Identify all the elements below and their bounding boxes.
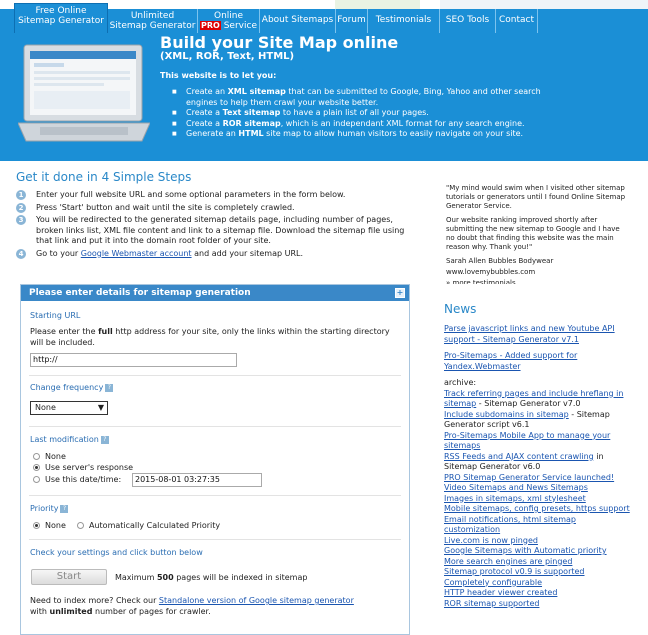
max-pages-text [115,572,307,583]
tab-label: About Sitemaps [261,15,334,25]
max-num: 500 [156,573,174,582]
lastmod-none-radio[interactable] [33,452,66,462]
header-strip [440,0,648,9]
news-item [444,351,634,372]
archive-item [444,557,634,568]
archive-link[interactable]: Live.com is now pinged [444,535,538,545]
step-pre: Go to your [36,248,81,258]
lastmod-datetime-radio[interactable] [33,475,121,485]
more-testimonials-link[interactable]: » more testimonials [446,279,516,284]
top-navigation [0,0,648,33]
archive-link[interactable]: Pro-Sitemaps Mobile App to manage your sitemaps [444,430,611,450]
archive-item [444,494,634,505]
archive-item [444,536,634,547]
archive-link[interactable]: HTTP header viewer created [444,588,558,597]
divider [29,426,401,427]
form-header [21,285,409,301]
more-pre: Need to index more? Check our [30,596,159,605]
archive-post: - Sitemap Generator v7.0 [476,399,581,408]
step-number: 4 [16,249,26,259]
divider [29,539,401,540]
news-link[interactable]: Pro-Sitemaps - Added support for Yandex.Webmaster [444,351,578,371]
starting-url-section [30,311,400,348]
news-list [444,324,634,609]
banner-intro: This website is to let you: [160,71,277,80]
banner-feature [172,129,542,140]
banner-feature [172,108,542,119]
laptop-illustration [18,43,150,151]
priority-label: Priority [30,504,59,513]
archive-link[interactable]: Video Sitemaps and News Sitemaps [444,483,588,492]
archive-item [444,504,634,515]
more-post: number of pages for crawler. [92,607,211,616]
divider [29,375,401,376]
more-pages-text [30,595,400,617]
priority-title [30,504,400,513]
step-item [14,190,414,201]
radio-label: Use this date/time: [45,475,122,484]
feature-pre: Generate an [186,129,239,138]
news-item [444,324,634,345]
tab-testimonials[interactable] [368,9,440,33]
change-frequency-label: Change frequency [30,383,104,392]
archive-link[interactable]: More search engines are pinged [444,556,573,566]
feature-pre: Create a [186,108,223,117]
help-post: http address for your site, only the links within the starting directory will be included. [30,327,390,347]
feature-bold: ROR sitemap [222,118,281,128]
datetime-input[interactable]: 2015-08-01 03:27:35 [132,473,262,487]
feature-post: , which is an independant XML format for any search engine. [280,118,525,128]
help-pre: Please enter the [30,327,99,336]
radio-circle [33,476,40,483]
google-webmaster-link[interactable]: Google Webmaster account [80,248,192,258]
archive-link[interactable]: RSS Feeds and AJAX content crawling [444,451,594,461]
banner-title: Build your Site Map online [160,33,399,52]
tab-online-pro-service[interactable] [198,9,260,33]
archive-link[interactable]: Images in sitemaps, xml stylesheet [444,493,586,503]
select-value: None [35,403,56,412]
check-settings-section [30,548,400,557]
tab-line1: Unlimited [130,11,175,21]
tab-line2: Sitemap Generator [18,16,104,26]
archive-item [444,599,634,610]
archive-link[interactable]: Include subdomains in sitemap [444,409,569,419]
header-ad-strip [335,0,420,9]
feature-pre: Create a [186,118,223,128]
archive-item [444,578,634,589]
feature-bold: HTML [238,129,264,138]
starting-url-help [30,326,400,348]
priority-auto-radio[interactable] [77,521,220,531]
step-text: Enter your full website URL and some optional parameters in the form below. [36,190,346,199]
more-bold: unlimited [49,607,93,616]
help-icon[interactable]: ? [60,505,68,513]
tab-seo-tools[interactable] [440,9,496,33]
step-number: 3 [16,215,26,225]
archive-link[interactable]: Email notifications, html sitemap customization [444,514,576,534]
steps-section [14,170,414,261]
testimonial [446,184,626,284]
archive-item [444,452,634,473]
archive-item [444,389,634,410]
feature-pre: Create an [186,87,228,96]
help-bold: full [98,327,113,336]
news-link[interactable]: Parse javascript links and new Youtube API support - Sitemap Generator v7.1 [444,324,615,344]
pro-badge: PRO [201,21,220,30]
radio-circle [33,464,40,471]
tab-unlimited-generator[interactable] [108,9,198,33]
banner-feature [172,119,542,130]
archive-item [444,431,634,452]
archive-link[interactable]: Completely configurable [444,577,543,587]
help-icon[interactable]: ? [105,384,113,392]
feature-post: site map to allow human visitors to easily navigate on your site. [263,129,524,138]
testimonial-author: Sarah Allen Bubbles Bodywear [446,257,554,265]
archive-post: - Sitemap Generator script v6.1 [444,409,610,429]
form-header-title: Please enter details for sitemap generation [29,288,251,298]
tab-line2: Service [223,21,257,31]
radio-circle [77,522,84,529]
archive-item [444,567,634,578]
archive-item [444,473,634,484]
step-post: and add your sitemap URL. [191,248,304,258]
change-frequency-title [30,383,400,392]
archive-item [444,410,634,431]
help-icon[interactable]: ? [101,436,109,444]
tab-label: SEO Tools [445,15,490,25]
radio-label: Use server's response [45,463,134,472]
starting-url-input[interactable]: http:// [30,353,237,367]
archive-post: in Sitemap Generator v6.0 [444,451,604,471]
news-title: News [444,302,477,316]
max-post: pages will be indexed in sitemap [173,573,308,582]
tab-label: Contact [498,15,534,25]
radio-label: None [45,452,66,461]
tab-line1: Free Online [35,6,87,16]
start-button[interactable]: Start [31,569,107,585]
tab-forum[interactable] [336,9,368,33]
radio-label: Automatically Calculated Priority [89,521,221,530]
hero-banner [0,33,648,161]
archive-item [444,483,634,494]
last-modification-label: Last modification [30,435,99,444]
testimonial-site: www.lovemybubbles.com [446,268,536,276]
feature-post: that can be submitted to Google, Bing, Yahoo and other search engines to help them crawl your website better. [186,87,541,107]
tab-contact[interactable] [496,9,538,33]
feature-post: to have a plain list of all your pages. [280,108,429,117]
banner-feature-list [172,87,542,140]
tab-free-online-generator[interactable] [14,3,108,33]
banner-subtitle: (XML, ROR, Text, HTML) [160,51,295,62]
archive-link[interactable]: Sitemap protocol v0.9 is supported [444,567,585,576]
last-modification-section [30,435,400,444]
archive-label: archive: [444,378,477,387]
step-number: 2 [16,203,26,213]
last-modification-title [30,435,400,444]
max-pre: Maximum [115,573,157,582]
step-number: 1 [16,190,26,200]
lastmod-server-radio[interactable] [33,463,133,473]
archive-link[interactable]: Mobile sitemaps, config presets, https support [444,504,630,513]
step-text: You will be redirected to the generated sitemap details page, including number of pages, broken links list, XML file content and link to a sitemap file. Download the sitemap file using that link and put it into the domain root folder of your site. [36,215,405,245]
starting-url-title: Starting URL [30,311,81,320]
banner-feature [172,87,542,108]
radio-circle [33,522,40,529]
tab-label: Testimonials [375,15,432,25]
archive-link[interactable]: Track referring pages and include hreflang in sitemap [444,388,624,408]
step-item [14,249,414,260]
steps-title: Get it done in 4 Simple Steps [16,170,192,184]
archive-item [444,588,634,599]
priority-section [30,504,400,513]
radio-label: None [45,521,66,530]
check-settings-title: Check your settings and click button below [30,548,203,557]
divider [29,495,401,496]
priority-none-radio[interactable] [33,521,66,531]
step-item [14,203,414,214]
archive-link[interactable]: PRO Sitemap Generator Service launched! [444,472,615,482]
dropdown-arrow-icon: ▼ [97,403,104,412]
feature-bold: XML sitemap [227,87,286,96]
archive-link[interactable]: ROR sitemap supported [444,598,540,608]
testimonial-quote-1: "My mind would swim when I visited other sitemap tutorials or generators until I found Online Sitemap Generator Service. [446,184,626,210]
tab-about-sitemaps[interactable] [260,9,336,33]
step-item [14,215,414,247]
feature-bold: Text sitemap [222,108,281,117]
tab-line2: Sitemap Generator [109,21,196,31]
archive-item [444,515,634,536]
archive-item [444,546,634,557]
change-frequency-select[interactable] [30,401,108,415]
step-text: Press 'Start' button and wait until the site is completely crawled. [36,202,295,212]
testimonial-quote-2: Our website ranking improved shortly after submitting the new sitemap to Google and I have no doubt that finding this website was the main reason why. Thank you!" [446,216,620,251]
standalone-generator-link[interactable]: Standalone version of Google sitemap generator [158,596,354,605]
sitemap-form [20,284,410,635]
tab-line1: Online [213,11,244,21]
more-mid: with [30,607,50,616]
tab-label: Forum [337,15,366,25]
expand-icon[interactable]: + [396,288,404,297]
change-frequency-section [30,383,400,392]
archive-link[interactable]: Google Sitemaps with Automatic priority [444,546,607,555]
radio-circle [33,453,40,460]
